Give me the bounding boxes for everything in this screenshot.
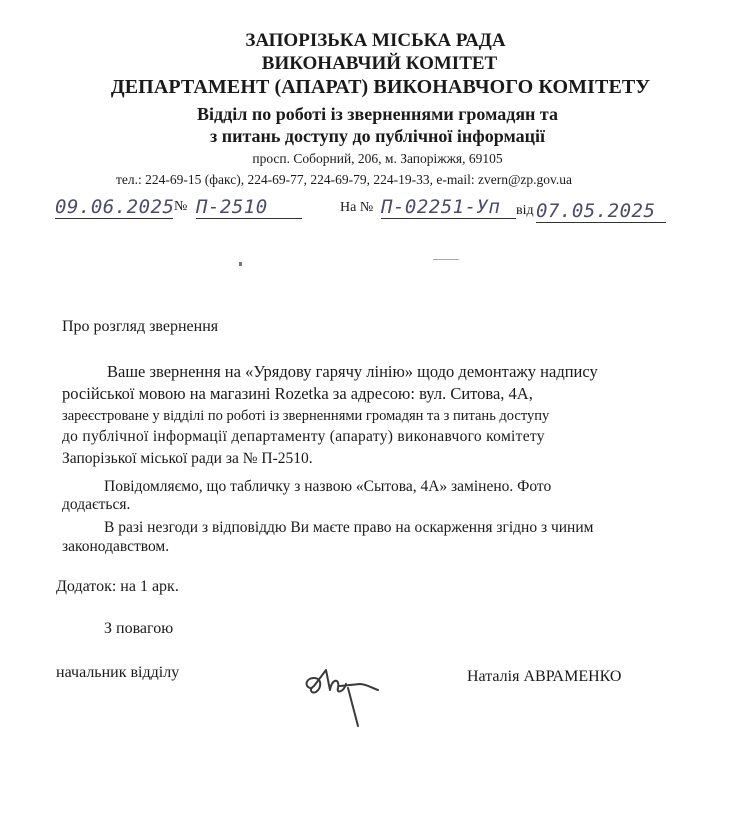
- header-division-line1: Відділ по роботі із зверненнями громадян та: [197, 104, 558, 124]
- ref-from-label: від: [516, 203, 534, 218]
- header-department: ДЕПАРТАМЕНТ (АПАРАТ) ВИКОНАВЧОГО КОМІТЕТУ: [110, 76, 651, 98]
- header-division-line2: з питань доступу до публічної інформації: [210, 126, 545, 146]
- signer-title: начальник відділу: [56, 664, 180, 681]
- closing-phrase: З повагою: [104, 620, 174, 637]
- body-p3-line2: законодавством.: [62, 538, 170, 555]
- ref-number-label: №: [174, 199, 188, 214]
- body-p1-line4: до публічної інформації департаменту (апарату) виконавчого комітету: [62, 428, 545, 445]
- body-p1-line3: зареєстроване у відділі по роботі із зверненнями громадян та з питань доступу: [62, 408, 550, 424]
- header-contacts: тел.: 224-69-15 (факс), 224-69-77, 224-69-79, 224-19-33, e-mail: zvern@zp.gov.ua: [116, 172, 573, 187]
- ref-from-date: 07.05.2025: [536, 200, 666, 223]
- body-p1-line2: російської мовою на магазині Rozetka за адресою: вул. Ситова, 4А,: [62, 384, 533, 403]
- body-p2-line2: додається.: [62, 496, 131, 513]
- header-address: просп. Соборний, 206, м. Запоріжжя, 69105: [252, 151, 503, 166]
- letter-subject: Про розгляд звернення: [62, 318, 219, 335]
- header-executive-committee: ВИКОНАВЧИЙ КОМІТЕТ: [261, 53, 498, 74]
- body-p1-line1: Ваше звернення на «Урядову гарячу лінію» щодо демонтажу надпису: [107, 362, 598, 381]
- attachment-note: Додаток: на 1 арк.: [56, 578, 179, 595]
- body-p1-line5: Запорізької міської ради за № П-2510.: [62, 450, 313, 467]
- ref-on-number: П-02251-Уп: [381, 196, 516, 219]
- ref-number: П-2510: [196, 196, 302, 219]
- handwritten-signature-icon: [300, 648, 390, 730]
- signer-name: Наталія АВРАМЕНКО: [467, 668, 622, 685]
- body-p2-line1: Повідомляємо, що табличку з назвою «Сытова, 4А» замінено. Фото: [104, 478, 552, 495]
- body-p3-line1: В разі незгоди з відповіддю Ви маєте право на оскарження згідно з чиним: [104, 519, 594, 536]
- scan-speck: [239, 262, 242, 266]
- scan-speck: [433, 259, 459, 260]
- ref-date: 09.06.2025: [55, 196, 175, 218]
- header-city-council: ЗАПОРІЗЬКА МІСЬКА РАДА: [245, 30, 506, 51]
- ref-on-number-label: На №: [340, 200, 374, 215]
